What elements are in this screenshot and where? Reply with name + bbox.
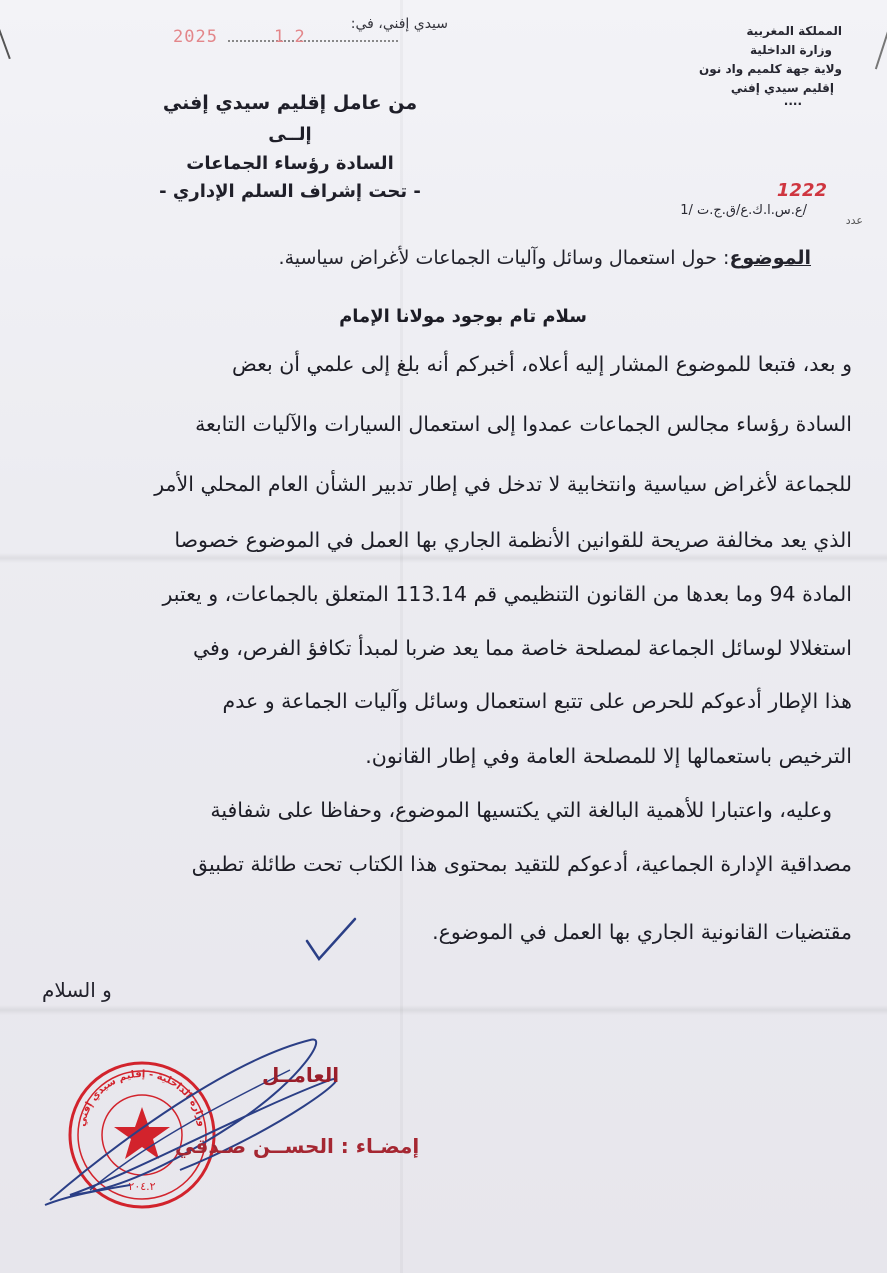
- body-line: للجماعة لأغراض سياسية وانتخابية لا تدخل في إطار تدبير الشأن العام المحلي الأمر: [154, 472, 852, 496]
- signature-title: العامــل: [262, 1063, 340, 1087]
- subject-label: الموضوع: [729, 247, 811, 269]
- seal-text: وزارة الداخلية - إقليم سيدي إفني: [76, 1068, 208, 1128]
- sender-line: من عامل إقليم سيدي إفني: [162, 92, 418, 114]
- letterhead-region: ولاية جهة كلميم واد نون: [699, 62, 842, 76]
- letter-body: [22, 352, 852, 972]
- subject-text: : حول استعمال وسائل وآليات الجماعات لأغراض سياسية.: [278, 247, 730, 269]
- body-line: الذي يعد مخالفة صريحة للقوانين الأنظمة الجاري بها العمل في الموضوع خصوصا: [174, 528, 852, 552]
- body-line: استغلالا لوسائل الجماعة لمصلحة خاصة مما يعد ضربا لمبدأ تكافؤ الفرص، وفي: [192, 636, 852, 660]
- subject-line: [279, 247, 811, 269]
- body-line: المادة 94 وما بعدها من القانون التنظيمي قم 113.14 المتعلق بالجماعات، و يعتبر: [162, 582, 852, 606]
- paper-edge: [875, 31, 887, 70]
- seal-bottom-text: ٢٠٤.٢: [128, 1180, 156, 1193]
- date-place-label: سيدي إفني، في:: [350, 16, 448, 32]
- letterhead-dots: ....: [783, 94, 802, 108]
- date-day-stamp: 1 2: [274, 27, 305, 47]
- paper-fold: [0, 1005, 887, 1015]
- checkmark-icon: [303, 915, 363, 965]
- reference-label: عدد: [845, 214, 863, 227]
- reference-code: /ع.س.ا.ك.ع/ق.ج.ت /1: [680, 203, 807, 218]
- date-year-stamp: 2025: [173, 27, 218, 47]
- hierarchy-line: - تحت إشراف السلم الإداري -: [159, 181, 421, 202]
- body-line: وعليه، واعتبارا للأهمية البالغة التي يكتسيها الموضوع، وحفاظا على شفافية: [210, 798, 832, 822]
- closing-text: و السلام: [42, 978, 112, 1002]
- recipients-line: السادة رؤساء الجماعات: [186, 153, 394, 174]
- letterhead: [672, 22, 842, 108]
- body-line: السادة رؤساء مجالس الجماعات عمدوا إلى استعمال السيارات والآليات التابعة: [195, 412, 852, 436]
- salutation: سلام تام بوجود مولانا الإمام: [339, 306, 587, 327]
- body-line: هذا الإطار أدعوكم للحرص على تتبع استعمال وسائل وآليات الجماعة و عدم: [222, 689, 852, 713]
- paper-edge: [0, 21, 11, 59]
- body-line: مقتضيات القانونية الجاري بها العمل في الموضوع.: [432, 920, 852, 944]
- body-line: مصداقية الإدارة الجماعية، أدعوكم للتقيد بمحتوى هذا الكتاب تحت طائلة تطبيق: [191, 852, 852, 876]
- body-line: الترخيص باستعمالها إلا للمصلحة العامة وفي إطار القانون.: [365, 744, 852, 768]
- reference-number: 1222: [776, 180, 827, 201]
- letterhead-kingdom: المملكة المغربية: [746, 24, 842, 38]
- to-line: إلــى: [268, 124, 312, 145]
- date-dotted-line: [228, 40, 398, 42]
- letterhead-ministry: وزارة الداخلية: [749, 43, 832, 57]
- letterhead-province: إقليم سيدي إفني: [730, 81, 834, 95]
- body-line: و بعد، فتبعا للموضوع المشار إليه أعلاه، أخبركم أنه بلغ إلى علمي أن بعض: [232, 352, 852, 376]
- signature-name: إمضـاء : الحســن صـدقي: [175, 1134, 420, 1158]
- handwritten-signature: [30, 1020, 390, 1220]
- date-line: [168, 14, 468, 47]
